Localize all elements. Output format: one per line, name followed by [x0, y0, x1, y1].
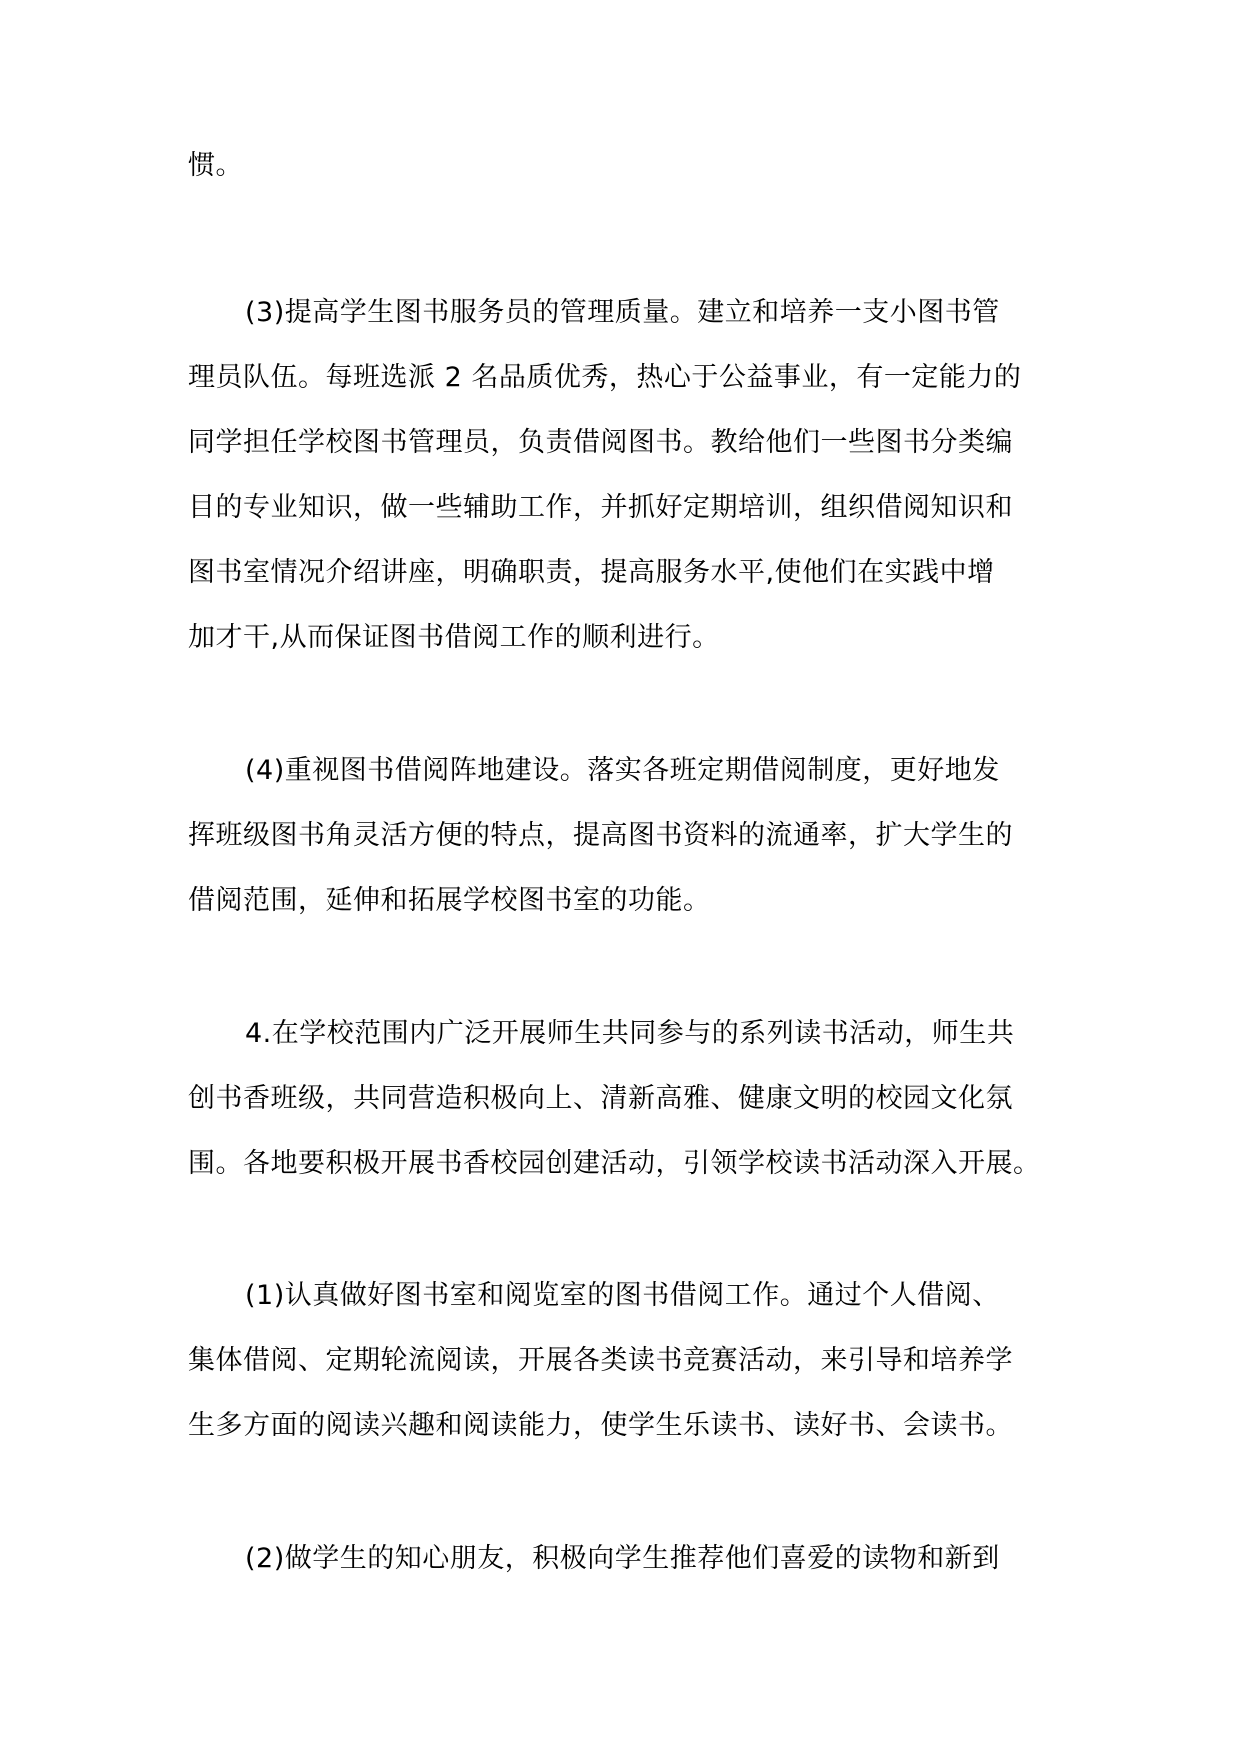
text-line: 理员队伍。每班选派 2 名品质优秀，热心于公益事业，有一定能力的: [188, 362, 1022, 393]
text-line: 4.在学校范围内广泛开展师生共同参与的系列读书活动，师生共: [245, 1018, 1015, 1049]
text-line: 集体借阅、定期轮流阅读，开展各类读书竞赛活动，来引导和培养学: [188, 1345, 1013, 1376]
text-line: 挥班级图书角灵活方便的特点，提高图书资料的流通率，扩大学生的: [188, 820, 1013, 851]
text-line: 加才干,从而保证图书借阅工作的顺利进行。: [188, 622, 720, 653]
text-line: (2)做学生的知心朋友，积极向学生推荐他们喜爱的读物和新到: [245, 1543, 1000, 1574]
text-line: (3)提高学生图书服务员的管理质量。建立和培养一支小图书管: [245, 297, 1000, 328]
text-line: 同学担任学校图书管理员，负责借阅图书。教给他们一些图书分类编: [188, 427, 1013, 458]
text-line: 目的专业知识，做一些辅助工作，并抓好定期培训，组织借阅知识和: [188, 492, 1013, 523]
text-line: 创书香班级，共同营造积极向上、清新高雅、健康文明的校园文化氛: [188, 1083, 1013, 1114]
text-line: 围。各地要积极开展书香校园创建活动，引领学校读书活动深入开展。: [188, 1148, 1041, 1179]
text-line: (4)重视图书借阅阵地建设。落实各班定期借阅制度，更好地发: [245, 755, 1000, 786]
text-line: 惯。: [188, 150, 243, 181]
text-line: (1)认真做好图书室和阅览室的图书借阅工作。通过个人借阅、: [245, 1280, 1000, 1311]
text-line: 生多方面的阅读兴趣和阅读能力，使学生乐读书、读好书、会读书。: [188, 1410, 1013, 1441]
text-line: 借阅范围，延伸和拓展学校图书室的功能。: [188, 885, 711, 916]
text-line: 图书室情况介绍讲座，明确职责，提高服务水平,使他们在实践中增: [188, 557, 995, 588]
